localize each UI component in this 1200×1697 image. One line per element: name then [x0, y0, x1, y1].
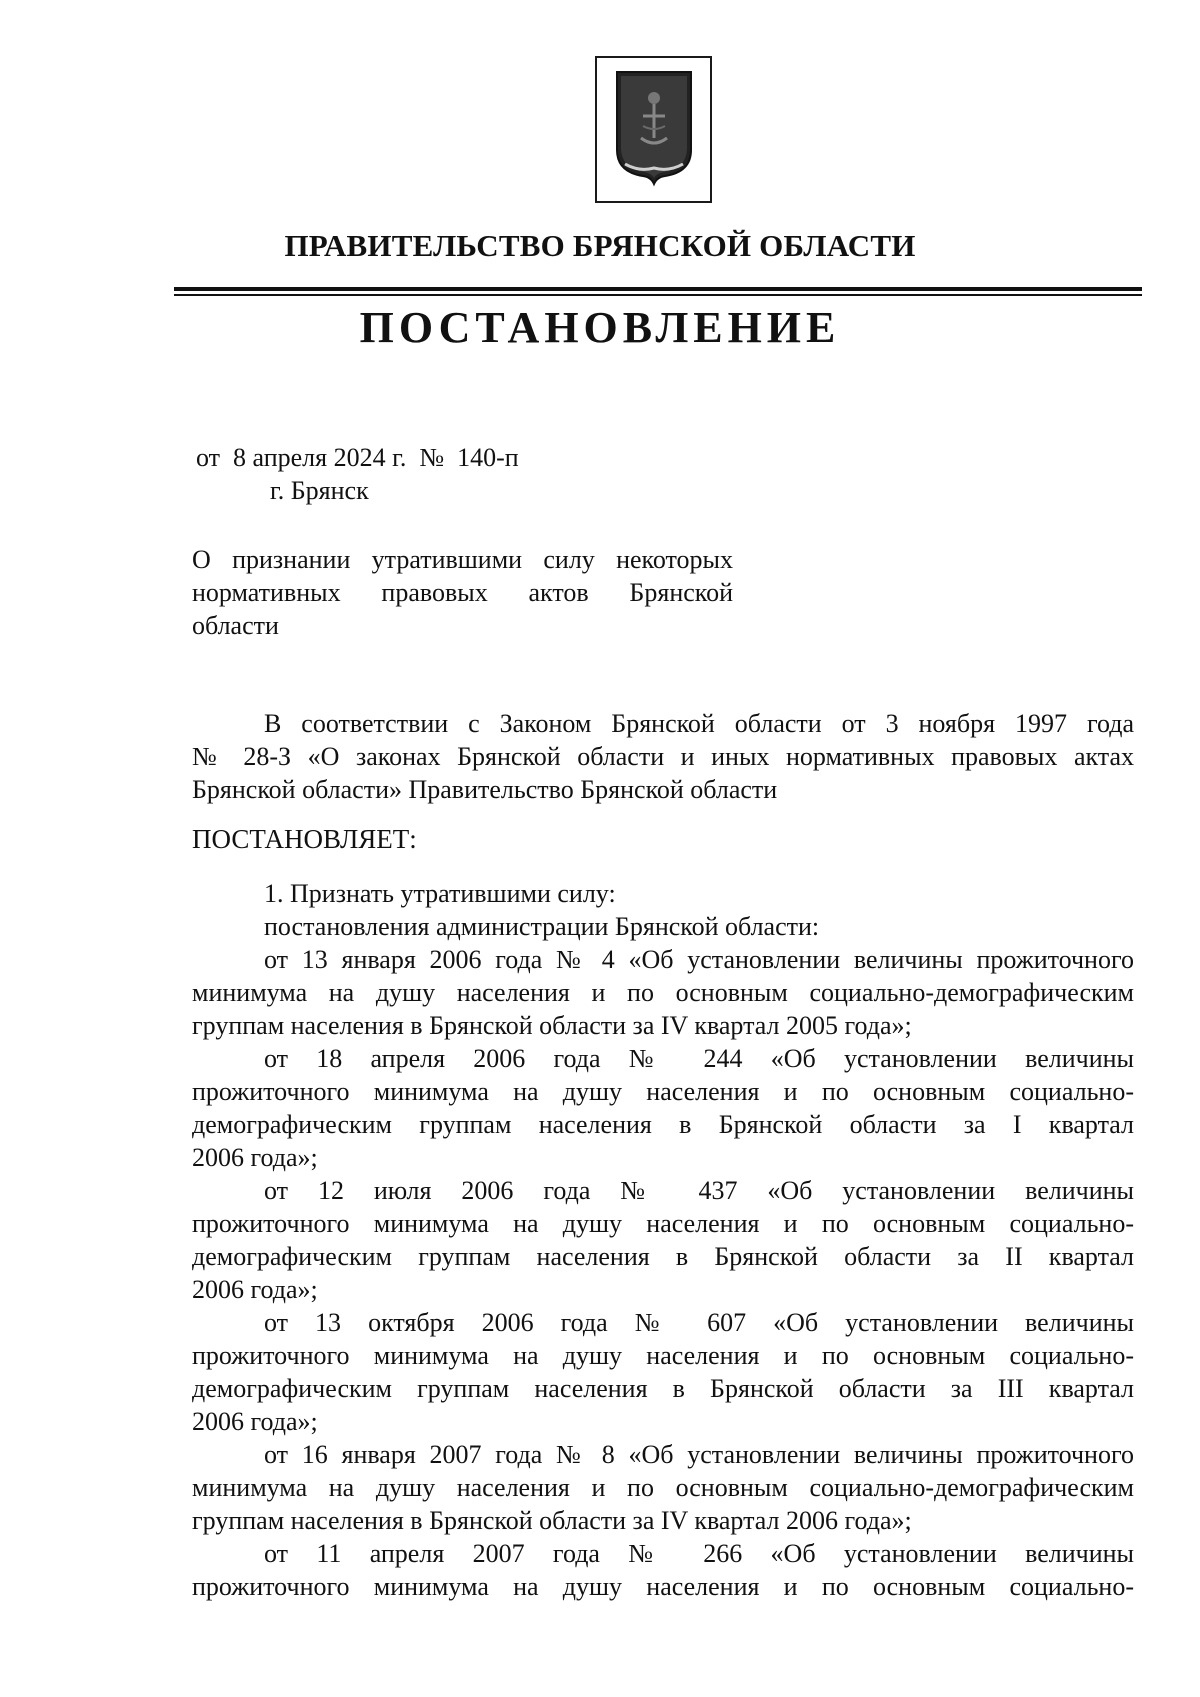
act-line: прожиточного минимума на душу населения и по основным социально- — [192, 1209, 1134, 1238]
act-line: группам населения в Брянской области за IV квартал 2005 года»; — [192, 1011, 912, 1040]
act-line: демографическим группам населения в Брянской области за III квартал — [192, 1374, 1134, 1403]
act-line: 2006 года»; — [192, 1407, 318, 1436]
act-line: от 13 января 2006 года № 4 «Об установлении величины прожиточного — [264, 945, 1134, 974]
act-line: группам населения в Брянской области за IV квартал 2006 года»; — [192, 1506, 912, 1535]
emblem-frame — [595, 56, 712, 203]
document-type-title: ПОСТАНОВЛЕНИЕ — [359, 303, 841, 352]
document-city: г. Брянск — [270, 476, 369, 505]
act-line: прожиточного минимума на душу населения и по основным социально- — [192, 1572, 1134, 1601]
decree-items — [192, 877, 1134, 1603]
preamble-line: № 28-З «О законах Брянской области и иных нормативных правовых актах — [192, 742, 1134, 771]
act-line: 2006 года»; — [192, 1143, 318, 1172]
act-line: от 11 апреля 2007 года № 266 «Об установлении величины — [264, 1539, 1134, 1568]
document-dateline: от 8 апреля 2024 г. № 140-п — [196, 443, 519, 472]
header-rule-thick — [174, 287, 1142, 291]
act-line: от 16 января 2007 года № 8 «Об установлении величины прожиточного — [264, 1440, 1134, 1469]
act-line: от 13 октября 2006 года № 607 «Об установлении величины — [264, 1308, 1134, 1337]
act-line: прожиточного минимума на душу населения и по основным социально- — [192, 1077, 1134, 1106]
subject-line: О признании утратившими силу некоторых — [192, 545, 733, 574]
decree-word: ПОСТАНОВЛЯЕТ: — [192, 824, 417, 854]
preamble-paragraph — [192, 707, 1134, 806]
subject-line: области — [192, 611, 279, 640]
header-rule-thin — [174, 294, 1142, 296]
act-line: от 18 апреля 2006 года № 244 «Об установлении величины — [264, 1044, 1134, 1073]
item-heading: 1. Признать утратившими силу: — [264, 879, 616, 908]
act-line: от 12 июля 2006 года № 437 «Об установлении величины — [264, 1176, 1134, 1205]
act-line: демографическим группам населения в Брянской области за I квартал — [192, 1110, 1134, 1139]
coat-of-arms-icon — [613, 68, 695, 188]
act-line: демографическим группам населения в Брянской области за II квартал — [192, 1242, 1134, 1271]
preamble-line: Брянской области» Правительство Брянской области — [192, 775, 778, 804]
preamble-line: В соответствии с Законом Брянской области от 3 ноября 1997 года — [264, 709, 1134, 738]
act-line: прожиточного минимума на душу населения и по основным социально- — [192, 1341, 1134, 1370]
item-subheading: постановления администрации Брянской области: — [264, 912, 820, 941]
subject-line: нормативных правовых актов Брянской — [192, 578, 733, 607]
act-line: минимума на душу населения и по основным социально-демографическим — [192, 978, 1134, 1007]
act-line: 2006 года»; — [192, 1275, 318, 1304]
document-subject — [192, 543, 733, 642]
act-line: минимума на душу населения и по основным социально-демографическим — [192, 1473, 1134, 1502]
government-title: ПРАВИТЕЛЬСТВО БРЯНСКОЙ ОБЛАСТИ — [284, 228, 916, 263]
